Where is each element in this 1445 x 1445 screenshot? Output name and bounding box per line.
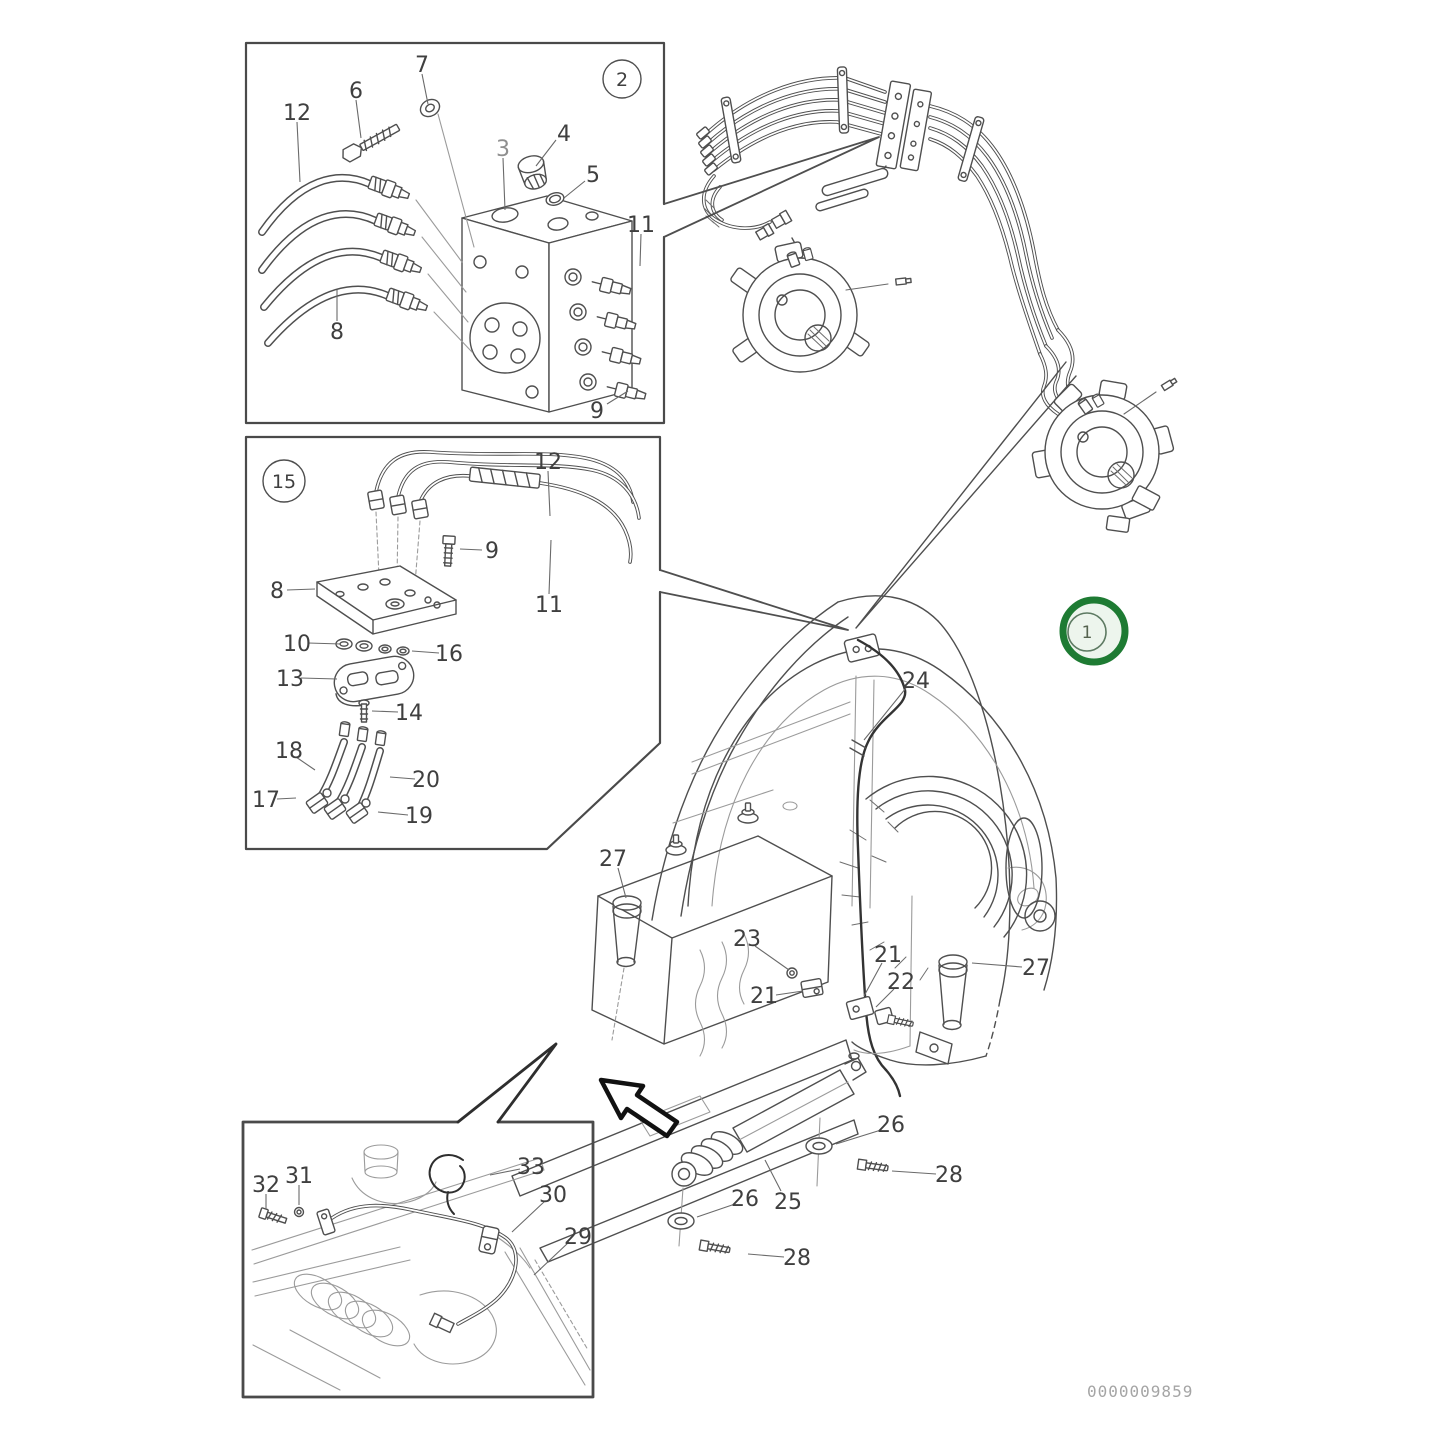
callout-label: 26: [731, 1187, 759, 1212]
valve-block: [462, 196, 632, 412]
callout-label: 22: [887, 970, 915, 995]
plug-4: [516, 153, 550, 192]
callout-label: 9: [485, 539, 499, 564]
callout-label: 8: [330, 320, 344, 345]
callout-label: 11: [535, 593, 563, 618]
callout-label: 6: [349, 79, 363, 104]
callout-label: 12: [534, 450, 562, 475]
callout-label: 31: [285, 1164, 313, 1189]
callout-label: 14: [395, 701, 423, 726]
callout-label: 33: [517, 1155, 545, 1180]
bolt-6: [340, 121, 402, 164]
steel-tubes: [368, 452, 639, 584]
item-1-badge: [1063, 600, 1125, 662]
clamp-30: [478, 1226, 499, 1255]
location-arrow: [601, 1080, 677, 1136]
callout-label: 17: [252, 788, 280, 813]
callout-label: 19: [405, 804, 433, 829]
callout-label: 30: [539, 1183, 567, 1208]
callout-label: 27: [599, 847, 627, 872]
hose-clamp-bar: [837, 67, 848, 133]
bolt-9: [442, 536, 456, 567]
magnifier-cone-hub2: [856, 362, 1076, 628]
callout-label: 3: [496, 137, 510, 162]
callout-label: 25: [774, 1190, 802, 1215]
callout-label: 24: [902, 669, 930, 694]
item-1-badge-ring: [1063, 600, 1125, 662]
callout-label: 9: [590, 399, 604, 424]
bulkhead-manifold: [876, 81, 932, 173]
callout-label: 13: [276, 667, 304, 692]
hydraulic-cylinder-25: [672, 1053, 866, 1186]
nut-31: [295, 1208, 304, 1217]
hose-attachment-block: [844, 633, 880, 662]
callout-label: 7: [415, 53, 429, 78]
callout-label: 12: [283, 101, 311, 126]
washer-26-lower: [668, 1213, 694, 1229]
magnifier-cone-box30: [458, 1044, 556, 1122]
callout-label: 18: [275, 739, 303, 764]
detail-view-hose-routing: [243, 1044, 593, 1397]
hoses-left: [262, 174, 472, 352]
callout-label: 16: [435, 642, 463, 667]
callout-label: 29: [564, 1225, 592, 1250]
document-number: 0000009859: [1087, 1382, 1194, 1401]
item-1-badge-label: 1: [1081, 623, 1093, 643]
callout-label: 11: [627, 213, 655, 238]
detail-badge-2-label: 2: [615, 69, 629, 91]
hub-assembly-1: [730, 241, 911, 372]
bolt-32: [259, 1208, 288, 1226]
junction-plate-8: [317, 566, 456, 634]
callout-label: 26: [877, 1113, 905, 1138]
callout-label: 10: [283, 632, 311, 657]
bolt-14: [359, 700, 369, 722]
callout-label: 32: [252, 1173, 280, 1198]
callout-label: 21: [874, 943, 902, 968]
magnifier-cone-box15: [660, 570, 848, 630]
detail-view-junction-plate: [246, 437, 848, 849]
bolt-28-upper: [857, 1159, 888, 1173]
callout-label: 4: [557, 122, 571, 147]
detail-badge-15-label: 15: [271, 471, 297, 493]
washer-26-upper: [806, 1138, 832, 1154]
bolt-28-lower: [699, 1240, 730, 1255]
tank: [592, 790, 832, 1056]
callout-label: 21: [750, 984, 778, 1009]
callout-label: 27: [1022, 956, 1050, 981]
callout-label: 28: [783, 1246, 811, 1271]
callout-label: 8: [270, 579, 284, 604]
washers-10: [336, 639, 372, 651]
o-rings-16: [379, 645, 409, 655]
pin-27-right: [939, 955, 967, 1030]
callout-label: 5: [586, 163, 600, 188]
callout-label: 23: [733, 927, 761, 952]
callout-label: 28: [935, 1163, 963, 1188]
callout-label: 20: [412, 768, 440, 793]
outlet-hoses: [306, 721, 387, 824]
hose-harness-assembly: [696, 67, 1177, 533]
